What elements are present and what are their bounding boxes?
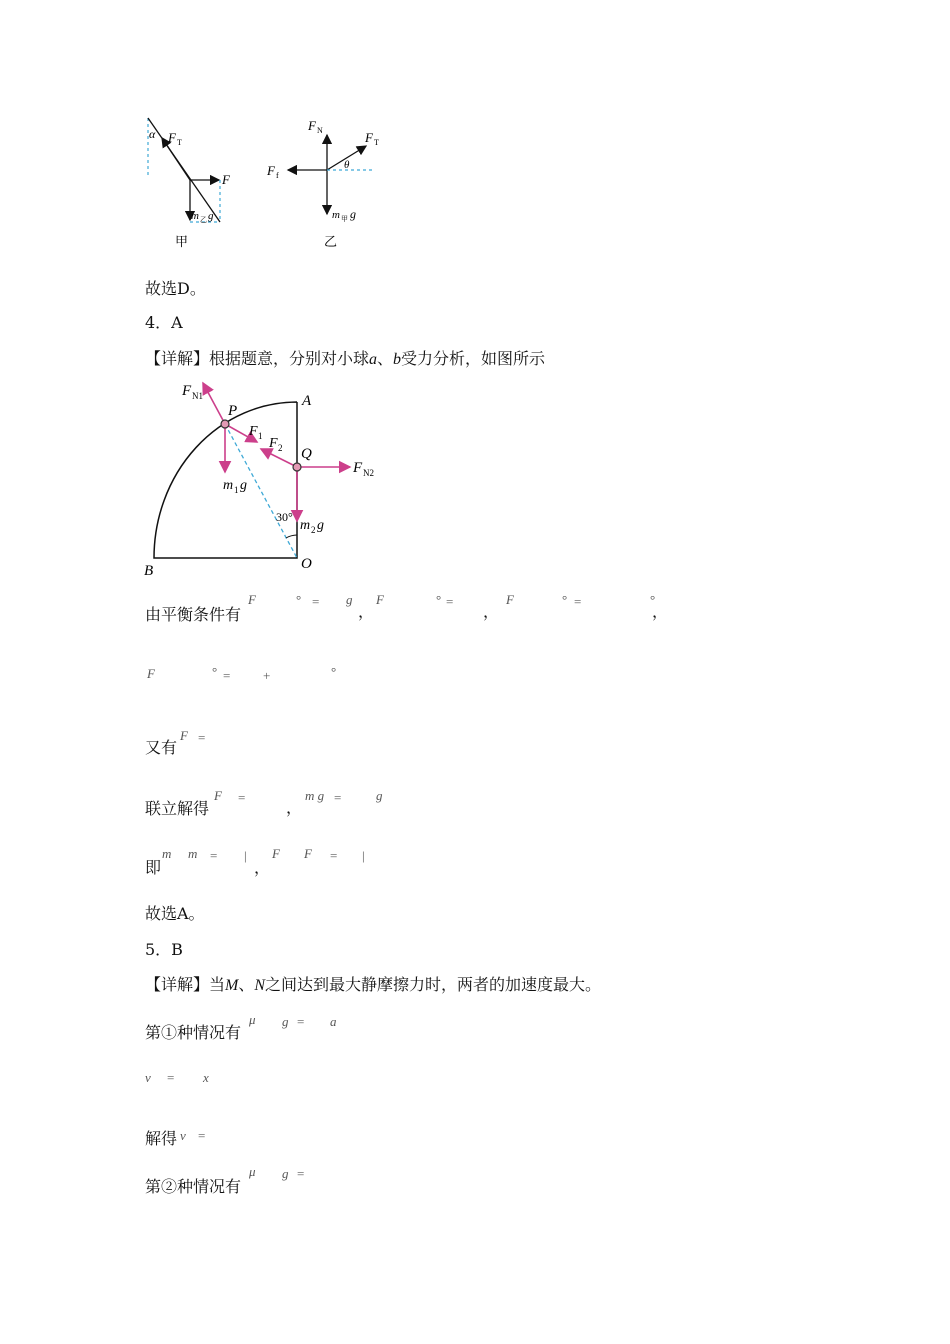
f-label: F [222,172,230,187]
eq-fragment: | [362,848,365,863]
eq-fragment: = [223,668,231,683]
q5-answer: 5．B [145,940,183,959]
f1-label: F [249,424,258,439]
mg-m-label: m [332,209,340,221]
eq-fragment: F [506,592,514,607]
q4-answer: 4．A [145,313,183,332]
m1g-subscript: 1 [234,485,239,495]
ball-q [293,463,301,471]
q4-detail [145,349,545,370]
eq-fragment: F [272,846,280,861]
mg-m-label: m [191,210,199,222]
q4-solve-prefix: 联立解得 [145,799,210,818]
eq-fragment: ， [652,602,669,621]
q3-conclusion: 故选D。 [145,279,206,298]
fn-label: F [308,118,316,133]
eq-fragment: = [312,594,320,609]
eq-fragment: m g [305,788,325,803]
eq-fragment: F [376,592,384,607]
q5-detail-start: 【详解】当 [145,975,226,994]
eq-fragment: μ [249,1164,256,1179]
eq-fragment: g [376,788,383,803]
eq-fragment: ° [436,592,442,607]
q4-detail-sep: 、 [377,349,394,368]
q4-balance-prefix: 由平衡条件有 [145,605,242,624]
figure-yi [266,118,379,249]
eq-fragment: g [282,1014,289,1029]
eq-fragment: x [203,1070,209,1085]
eq-fragment: | [244,848,247,863]
eq-fragment: F [304,846,312,861]
m1g-m-label: m [223,478,234,493]
eq-fragment: m [162,846,172,861]
equation-line-8-faint [178,1124,218,1148]
equation-line-7-faint [145,1066,235,1092]
mg-g-label: g [350,207,356,221]
q4-detail-b: b [393,351,402,368]
eq-fragment: g [282,1166,289,1181]
eq-fragment: = [198,1128,206,1143]
eq-fragment: v [180,1128,186,1143]
eq-fragment: = [297,1014,305,1029]
eq-fragment: + [263,668,271,683]
ff-label: F [267,163,275,178]
equation-line-9-faint [245,1160,345,1188]
fn1-label: F [182,383,192,399]
equation-line-3-faint [178,724,238,750]
eq-fragment: = [334,790,342,805]
q4-detail-text: 【详解】根据题意，分别对小球 [145,349,370,368]
mg-g-label: g [208,210,214,222]
eq-fragment: F [248,592,256,607]
eq-fragment: ， [358,602,375,621]
caption-jia: 甲 [175,234,189,249]
q4-also-prefix: 又有 [145,738,178,757]
q4-conclusion: 故选A。 [145,904,205,923]
m2g-m-label: m [300,518,311,533]
tension-arrow [162,138,190,180]
q5-detail [145,975,601,996]
eq-fragment: ° [331,664,337,679]
ft-label: F [365,130,373,145]
q5-detail-n: N [254,977,266,994]
q5-case1-prefix: 第①种情况有 [145,1023,242,1042]
eq-fragment: = [297,1166,305,1181]
caption-yi: 乙 [324,234,338,249]
q4-therefore-prefix: 即 [145,858,162,877]
q5-solve-prefix: 解得 [145,1129,178,1148]
alpha-label: α [149,127,156,141]
q5-detail-m: M [225,977,239,994]
q5-detail-end: 之间达到最大静摩擦力时，两者的加速度最大。 [265,975,602,994]
m2g-g-label: g [317,518,324,533]
ball-p [221,420,229,428]
eq-fragment: ， [286,798,303,817]
f1-subscript: 1 [258,431,263,441]
eq-fragment: ° [296,592,302,607]
eq-fragment: ° [650,592,656,607]
equation-line-1-faint [240,588,670,620]
m1g-g-label: g [240,478,247,493]
eq-fragment: F [214,788,222,803]
eq-fragment: μ [249,1012,256,1027]
fn2-subscript: N2 [363,468,374,478]
equation-line-6-faint [245,1008,355,1036]
f2-label: F [269,436,278,451]
angle-label: 30° [276,510,293,524]
eq-fragment: = [198,730,206,745]
q4-detail-a: a [369,351,378,368]
q5-case2-prefix: 第②种情况有 [145,1177,242,1196]
ft-subscript: T [374,138,379,147]
figure-quarter-circle [140,375,385,580]
eq-fragment: = [574,594,582,609]
eq-fragment: a [330,1014,337,1029]
p-label: P [228,403,238,419]
q4-detail-end: 受力分析，如图所示 [401,349,546,368]
eq-fragment: = [446,594,454,609]
b-label: B [144,563,154,579]
m2g-subscript: 2 [311,525,316,535]
f2-subscript: 2 [278,443,283,453]
equation-line-5-faint [160,842,380,877]
fn1-subscript: N1 [192,391,203,401]
fn1-arrow [203,383,225,424]
eq-fragment: = [330,848,338,863]
fn2-label: F [353,460,363,476]
eq-fragment: = [210,848,218,863]
ft-subscript: T [177,138,182,147]
eq-fragment: m [188,846,198,861]
fn-subscript: N [317,126,323,135]
equation-line-4-faint [210,784,400,817]
eq-fragment: ， [254,858,271,877]
angle-arc [286,535,297,538]
ft-label: F [168,130,176,145]
eq-fragment: F [147,666,155,681]
mg-subscript: 乙 [200,216,207,224]
theta-label: θ [344,159,350,171]
o-label: O [301,556,312,572]
q5-detail-sep: 、 [238,975,255,994]
eq-fragment: ， [483,602,500,621]
eq-fragment: v [145,1070,151,1085]
eq-fragment: F [180,728,188,743]
eq-fragment: = [238,790,246,805]
eq-fragment: ° [212,664,218,679]
eq-fragment: = [167,1070,175,1085]
a-label: A [302,393,312,409]
mg-subscript: 甲 [341,215,348,223]
q-label: Q [301,446,312,462]
equation-line-2-faint [145,662,365,690]
eq-fragment: ° [562,592,568,607]
figure-jia-yi [140,108,400,253]
eq-fragment: g [346,592,353,607]
ff-subscript: f [276,171,279,180]
figure-jia [148,118,231,249]
